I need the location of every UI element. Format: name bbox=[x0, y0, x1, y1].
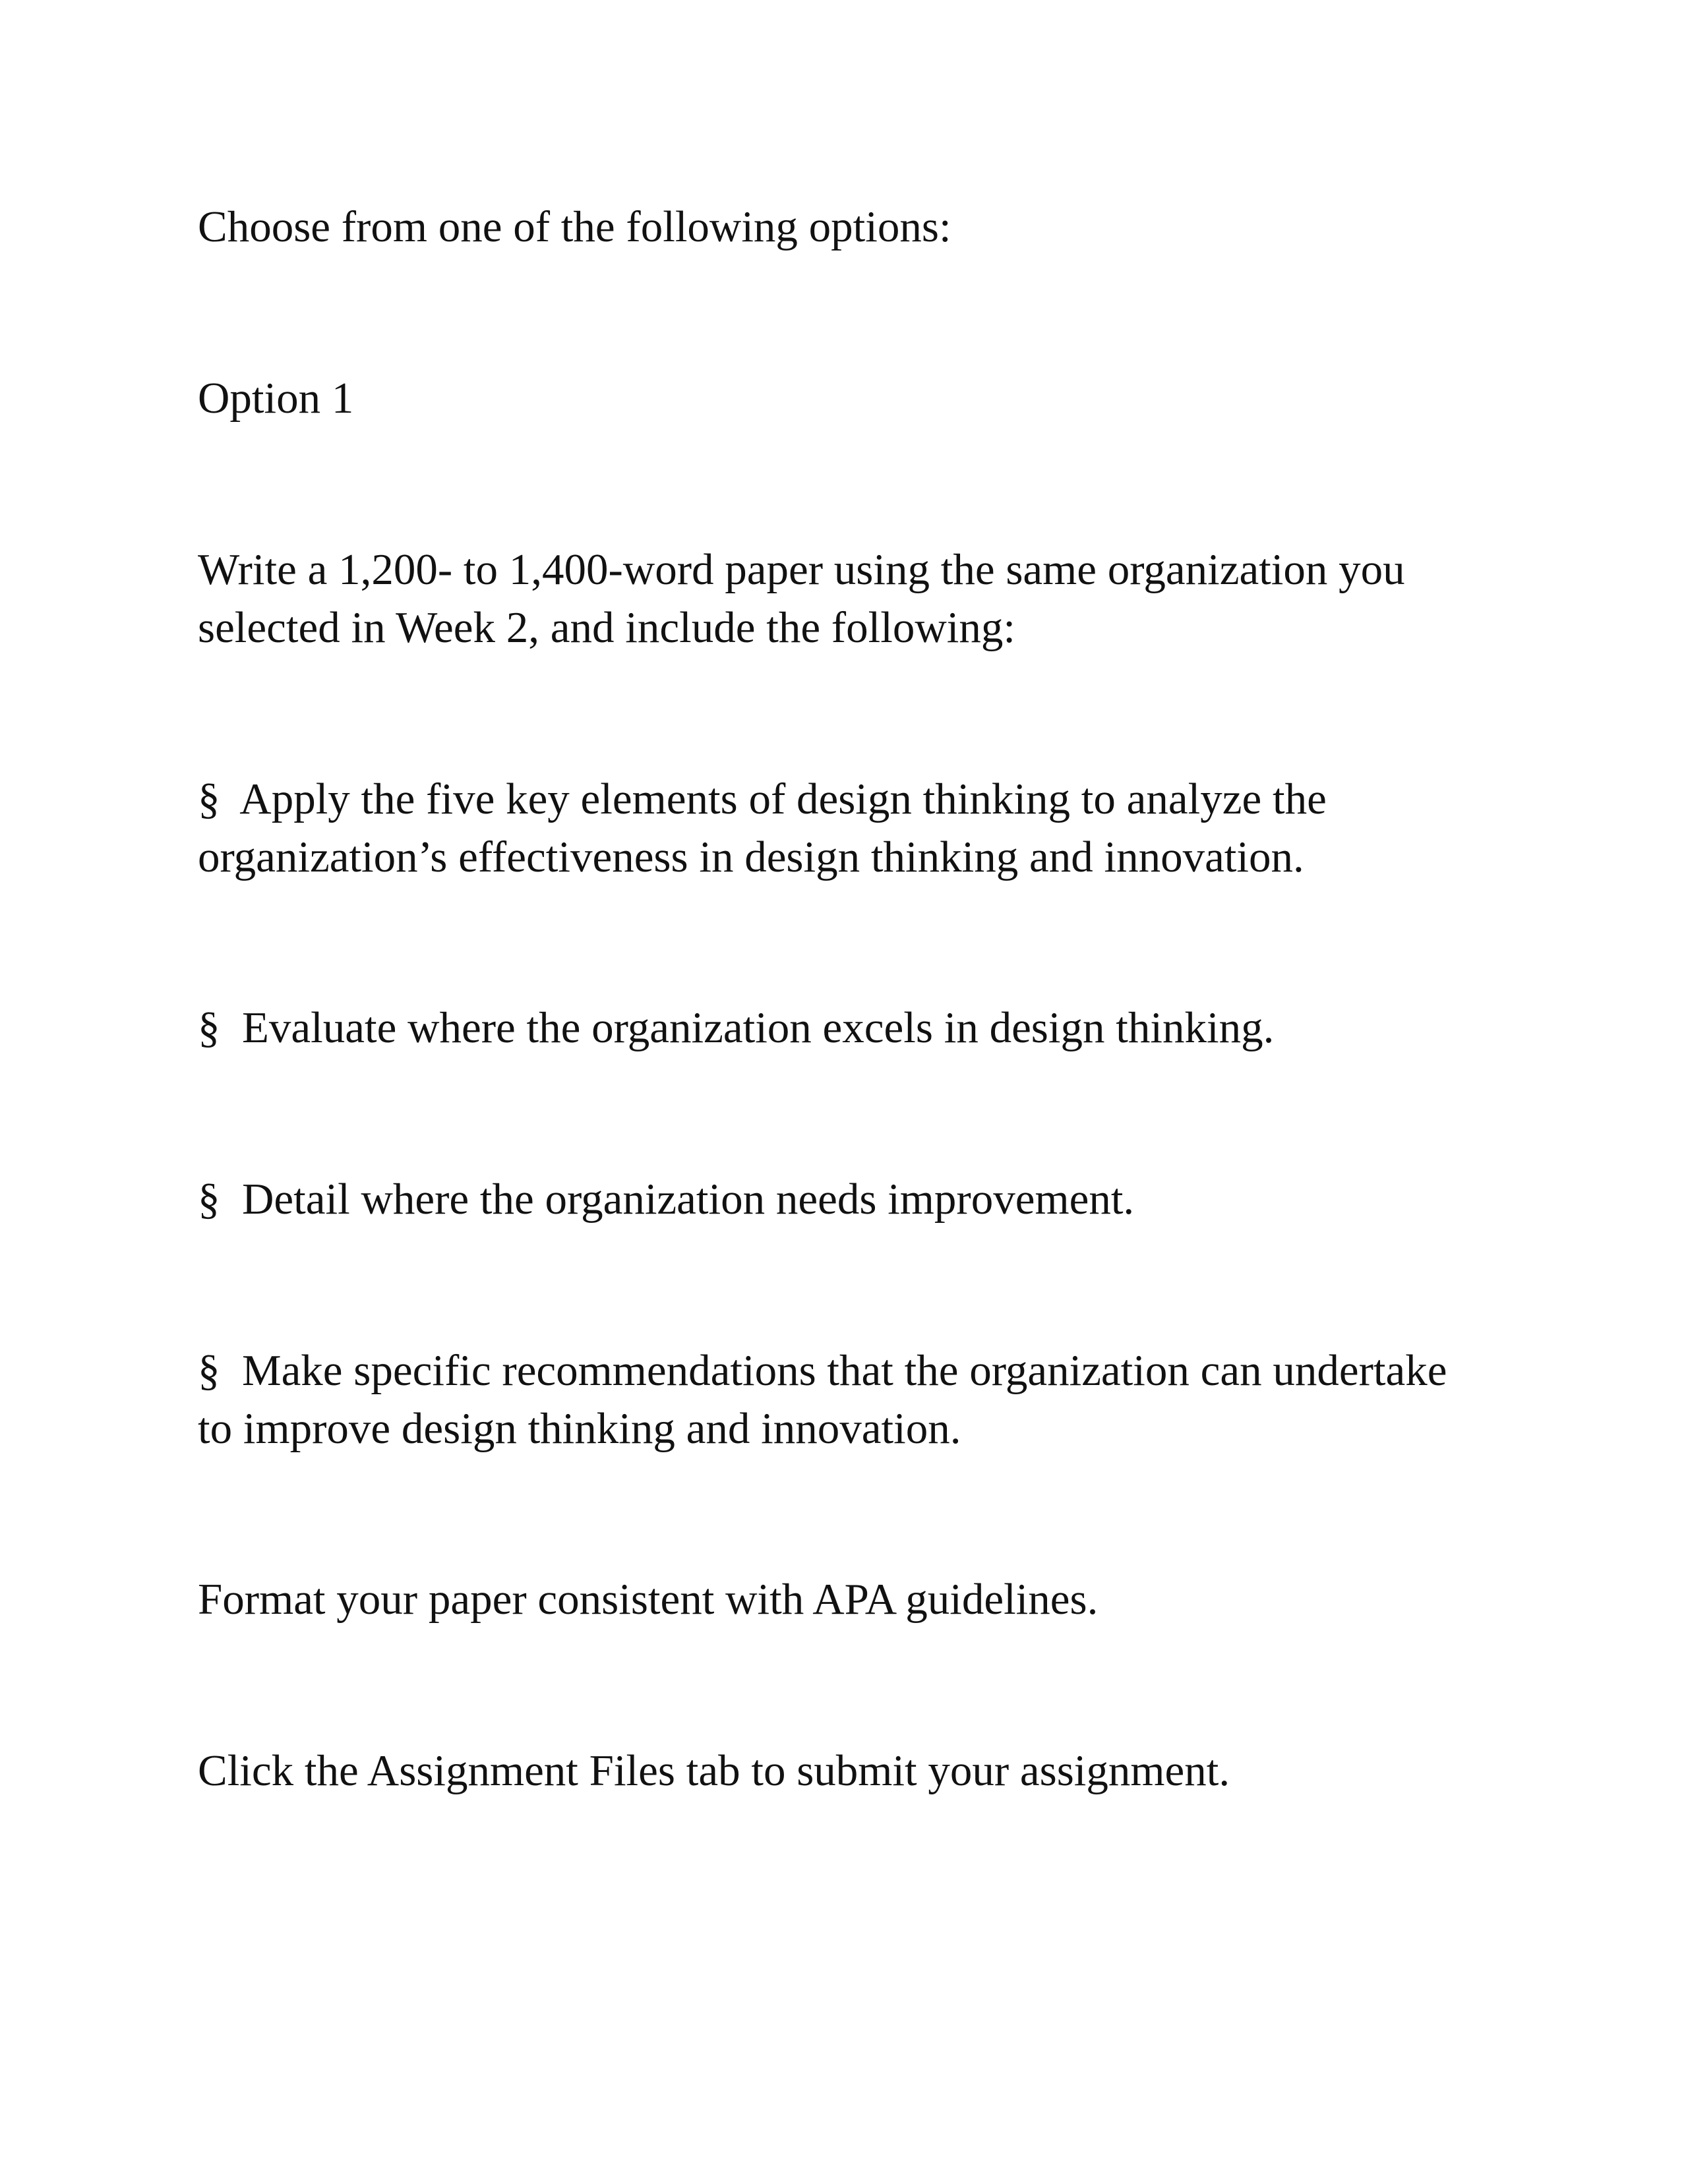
format-note: Format your paper consistent with APA guidelines. bbox=[198, 1575, 1099, 1624]
submission-note: Click the Assignment Files tab to submit your assignment. bbox=[198, 1746, 1230, 1795]
bullet-item-evaluate: § Evaluate where the organization excels in design thinking. bbox=[198, 1003, 1275, 1052]
instruction-paragraph: Write a 1,200- to 1,400-word paper using the same organization you selected in Week 2, and include the following: bbox=[198, 545, 1405, 652]
intro-text: Choose from one of the following options: bbox=[198, 202, 951, 251]
bullet-item-apply: § Apply the five key elements of design thinking to analyze the organization’s effectiveness in design thinking and innovation. bbox=[198, 775, 1327, 881]
option-heading: Option 1 bbox=[198, 374, 354, 423]
bullet-item-recommendations: § Make specific recommendations that the organization can undertake to improve design thinking and innovation. bbox=[198, 1346, 1447, 1453]
bullet-item-detail: § Detail where the organization needs improvement. bbox=[198, 1175, 1135, 1224]
